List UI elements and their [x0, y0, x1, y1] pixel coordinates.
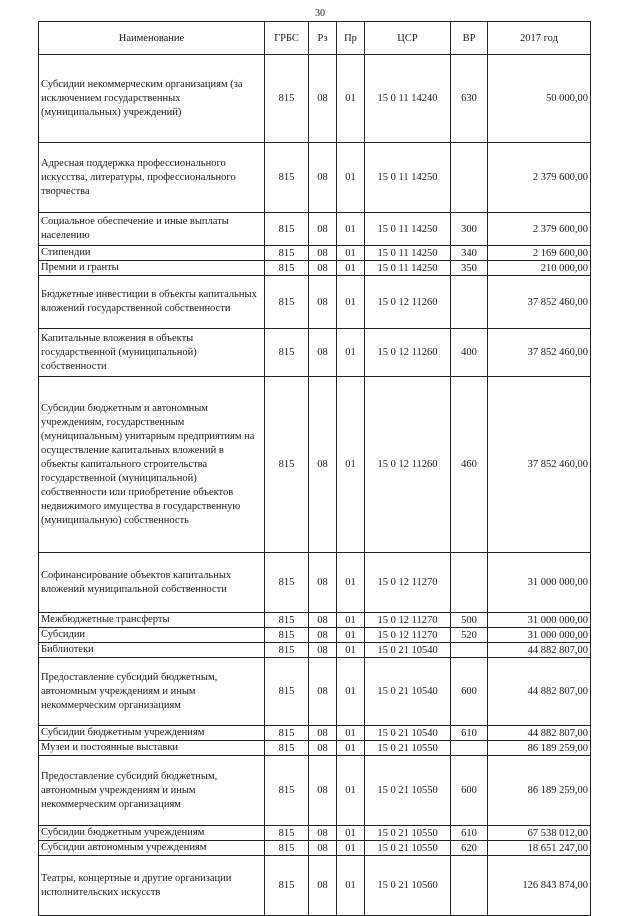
row-rz: 08 [309, 726, 337, 741]
table-row [39, 613, 591, 628]
row-csr: 15 0 12 11270 [365, 613, 451, 628]
row-csr: 15 0 11 14250 [365, 246, 451, 261]
table-row [39, 628, 591, 643]
row-amount: 44 882 807,00 [488, 658, 591, 726]
row-csr: 15 0 11 14250 [365, 143, 451, 213]
row-csr: 15 0 12 11260 [365, 276, 451, 329]
table-row [39, 377, 591, 553]
row-csr: 15 0 21 10550 [365, 841, 451, 856]
row-grbs: 815 [265, 276, 309, 329]
row-name: Предоставление субсидий бюджетным, автономным учреждениям и иным некоммерческим организациям [39, 658, 265, 726]
row-vr: 350 [451, 261, 488, 276]
row-grbs: 815 [265, 726, 309, 741]
row-grbs: 815 [265, 856, 309, 916]
row-amount: 44 882 807,00 [488, 726, 591, 741]
table-row [39, 213, 591, 246]
row-csr: 15 0 21 10540 [365, 643, 451, 658]
row-amount: 18 651 247,00 [488, 841, 591, 856]
row-grbs: 815 [265, 55, 309, 143]
row-rz: 08 [309, 377, 337, 553]
row-amount: 86 189 259,00 [488, 756, 591, 826]
row-grbs: 815 [265, 246, 309, 261]
table-row [39, 143, 591, 213]
row-rz: 08 [309, 826, 337, 841]
row-name: Субсидии бюджетным учреждениям [39, 826, 265, 841]
row-rz: 08 [309, 643, 337, 658]
row-name: Бюджетные инвестиции в объекты капитальных вложений государственной собственности [39, 276, 265, 329]
row-vr: 610 [451, 826, 488, 841]
row-name: Адресная поддержка профессионального искусства, литературы, профессионального творчества [39, 143, 265, 213]
row-pr: 01 [337, 841, 365, 856]
row-pr: 01 [337, 826, 365, 841]
row-csr: 15 0 12 11270 [365, 628, 451, 643]
row-csr: 15 0 21 10540 [365, 726, 451, 741]
row-amount: 37 852 460,00 [488, 329, 591, 377]
row-vr [451, 143, 488, 213]
table-row [39, 276, 591, 329]
row-csr: 15 0 21 10550 [365, 741, 451, 756]
table-row [39, 643, 591, 658]
row-pr: 01 [337, 643, 365, 658]
table-body [39, 55, 591, 916]
row-grbs: 815 [265, 377, 309, 553]
row-amount: 2 379 600,00 [488, 213, 591, 246]
row-csr: 15 0 21 10550 [365, 826, 451, 841]
table-row [39, 741, 591, 756]
row-csr: 15 0 11 14240 [365, 55, 451, 143]
row-amount: 50 000,00 [488, 55, 591, 143]
row-grbs: 815 [265, 841, 309, 856]
row-rz: 08 [309, 856, 337, 916]
row-vr: 340 [451, 246, 488, 261]
table-row [39, 841, 591, 856]
column-header-year-2017: 2017 год [488, 22, 591, 55]
row-rz: 08 [309, 143, 337, 213]
row-pr: 01 [337, 658, 365, 726]
row-grbs: 815 [265, 658, 309, 726]
row-amount: 37 852 460,00 [488, 377, 591, 553]
row-pr: 01 [337, 726, 365, 741]
row-vr: 520 [451, 628, 488, 643]
table-row [39, 826, 591, 841]
row-name: Театры, концертные и другие организации исполнительских искусств [39, 856, 265, 916]
row-amount: 67 538 012,00 [488, 826, 591, 841]
column-header-name: Наименование [39, 22, 265, 55]
row-amount: 2 379 600,00 [488, 143, 591, 213]
row-name: Социальное обеспечение и иные выплаты населению [39, 213, 265, 246]
row-pr: 01 [337, 329, 365, 377]
column-header-vr: ВР [451, 22, 488, 55]
row-csr: 15 0 21 10550 [365, 756, 451, 826]
row-vr: 610 [451, 726, 488, 741]
row-pr: 01 [337, 276, 365, 329]
row-vr: 500 [451, 613, 488, 628]
row-pr: 01 [337, 377, 365, 553]
row-grbs: 815 [265, 143, 309, 213]
row-pr: 01 [337, 261, 365, 276]
table-row [39, 329, 591, 377]
row-pr: 01 [337, 856, 365, 916]
row-vr: 300 [451, 213, 488, 246]
table-row [39, 553, 591, 613]
row-grbs: 815 [265, 741, 309, 756]
row-amount: 126 843 874,00 [488, 856, 591, 916]
table-row [39, 726, 591, 741]
row-name: Капитальные вложения в объекты государственной (муниципальной) собственности [39, 329, 265, 377]
row-amount: 44 882 807,00 [488, 643, 591, 658]
page-number: 30 [315, 8, 325, 19]
column-header-csr: ЦСР [365, 22, 451, 55]
row-grbs: 815 [265, 628, 309, 643]
row-amount: 31 000 000,00 [488, 613, 591, 628]
row-vr [451, 553, 488, 613]
row-vr [451, 741, 488, 756]
row-amount: 210 000,00 [488, 261, 591, 276]
row-rz: 08 [309, 246, 337, 261]
row-vr: 600 [451, 756, 488, 826]
row-csr: 15 0 11 14250 [365, 261, 451, 276]
row-csr: 15 0 12 11260 [365, 377, 451, 553]
row-name: Субсидии автономным учреждениям [39, 841, 265, 856]
header-row [39, 22, 591, 55]
row-pr: 01 [337, 213, 365, 246]
row-name: Предоставление субсидий бюджетным, автономным учреждениям и иным некоммерческим организациям [39, 756, 265, 826]
row-rz: 08 [309, 658, 337, 726]
row-pr: 01 [337, 756, 365, 826]
row-name: Премии и гранты [39, 261, 265, 276]
table-row [39, 756, 591, 826]
row-csr: 15 0 21 10540 [365, 658, 451, 726]
row-rz: 08 [309, 613, 337, 628]
row-name: Межбюджетные трансферты [39, 613, 265, 628]
row-name: Софинансирование объектов капитальных вложений муниципальной собственности [39, 553, 265, 613]
table-row [39, 55, 591, 143]
row-pr: 01 [337, 143, 365, 213]
column-header-rz: Рз [309, 22, 337, 55]
row-name: Музеи и постоянные выставки [39, 741, 265, 756]
row-grbs: 815 [265, 756, 309, 826]
row-vr: 400 [451, 329, 488, 377]
row-csr: 15 0 11 14250 [365, 213, 451, 246]
row-vr: 460 [451, 377, 488, 553]
table-row [39, 856, 591, 916]
row-rz: 08 [309, 329, 337, 377]
row-grbs: 815 [265, 826, 309, 841]
row-pr: 01 [337, 628, 365, 643]
row-grbs: 815 [265, 643, 309, 658]
row-amount: 31 000 000,00 [488, 553, 591, 613]
column-header-grbs: ГРБС [265, 22, 309, 55]
row-csr: 15 0 12 11260 [365, 329, 451, 377]
row-grbs: 815 [265, 329, 309, 377]
row-grbs: 815 [265, 213, 309, 246]
budget-table [38, 21, 591, 916]
row-vr: 630 [451, 55, 488, 143]
row-amount: 2 169 600,00 [488, 246, 591, 261]
row-name: Библиотеки [39, 643, 265, 658]
row-rz: 08 [309, 553, 337, 613]
row-pr: 01 [337, 741, 365, 756]
table-row [39, 246, 591, 261]
row-name: Субсидии [39, 628, 265, 643]
row-vr [451, 643, 488, 658]
row-rz: 08 [309, 841, 337, 856]
row-amount: 86 189 259,00 [488, 741, 591, 756]
row-rz: 08 [309, 261, 337, 276]
row-rz: 08 [309, 741, 337, 756]
row-name: Субсидии бюджетным учреждениям [39, 726, 265, 741]
row-name: Субсидии некоммерческим организациям (за исключением государственных (муниципальных) учреждений) [39, 55, 265, 143]
row-rz: 08 [309, 55, 337, 143]
table-row [39, 261, 591, 276]
table-row [39, 658, 591, 726]
row-amount: 31 000 000,00 [488, 628, 591, 643]
row-name: Субсидии бюджетным и автономным учреждениям, государственным (муниципальным) унитарным предприятиям на осуществление капитальных вложений в объекты капитального строительства государственной (муниципальной) собственности или приобретение объектов недвижимого имущества в государственную (муниципальную) собственность [39, 377, 265, 553]
row-pr: 01 [337, 55, 365, 143]
row-pr: 01 [337, 553, 365, 613]
row-vr: 620 [451, 841, 488, 856]
row-vr [451, 276, 488, 329]
row-pr: 01 [337, 613, 365, 628]
row-csr: 15 0 21 10560 [365, 856, 451, 916]
row-pr: 01 [337, 246, 365, 261]
row-vr [451, 856, 488, 916]
row-vr: 600 [451, 658, 488, 726]
row-rz: 08 [309, 213, 337, 246]
row-rz: 08 [309, 756, 337, 826]
column-header-pr: Пр [337, 22, 365, 55]
row-name: Стипендии [39, 246, 265, 261]
row-grbs: 815 [265, 261, 309, 276]
row-grbs: 815 [265, 613, 309, 628]
row-grbs: 815 [265, 553, 309, 613]
row-rz: 08 [309, 276, 337, 329]
row-rz: 08 [309, 628, 337, 643]
row-csr: 15 0 12 11270 [365, 553, 451, 613]
row-amount: 37 852 460,00 [488, 276, 591, 329]
